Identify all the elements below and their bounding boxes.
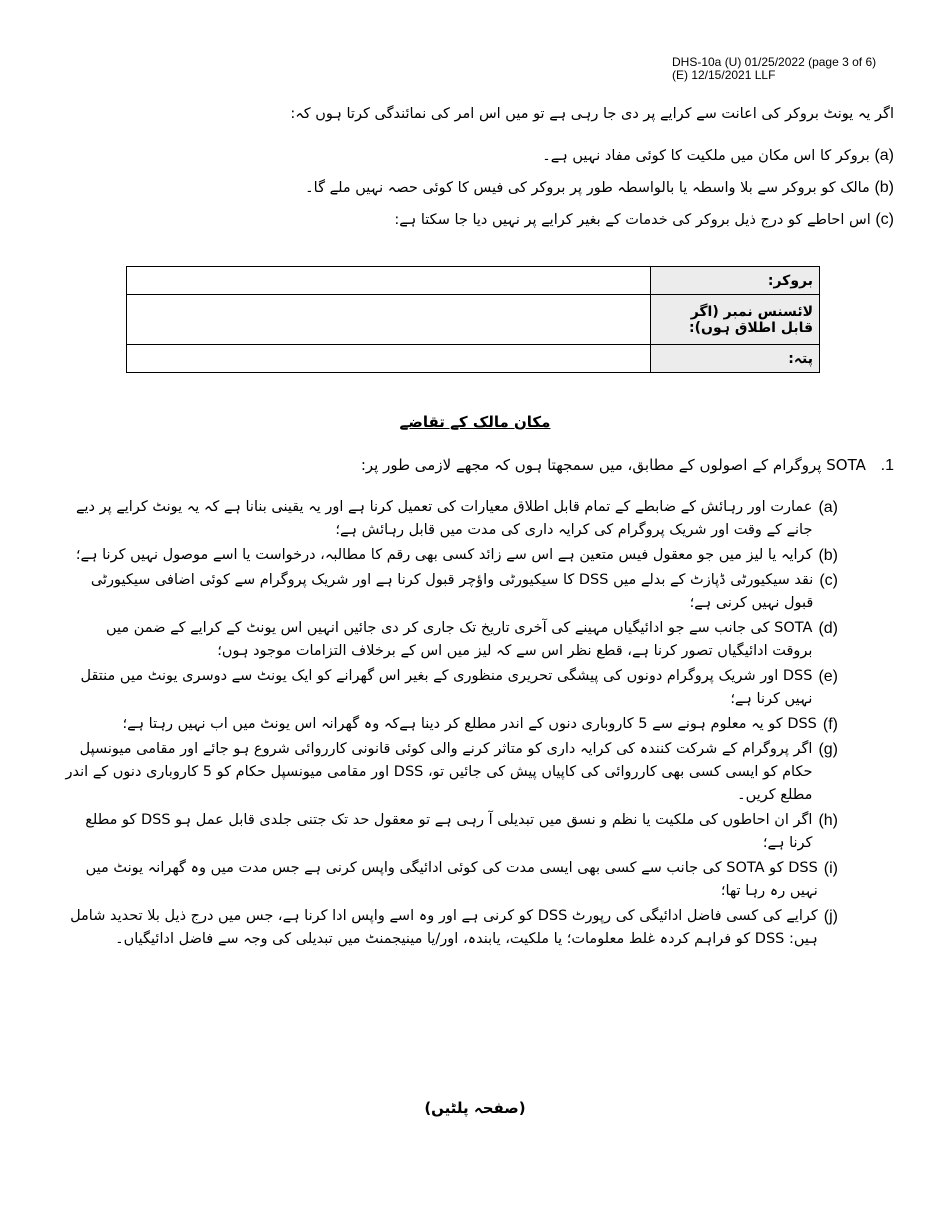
requirement-item-b xyxy=(62,544,838,567)
license-label: لائسنس نمبر (اگر قابل اطلاق ہوں): xyxy=(651,295,820,345)
form-revision: (E) 12/15/2021 LLF xyxy=(672,68,776,82)
intro-item-mark: (a) xyxy=(874,147,894,164)
requirement-item-d xyxy=(62,617,838,663)
requirement-item-i xyxy=(62,857,838,903)
requirement-text: اگر پروگرام کے شرکت کنندہ کی کرایہ داری کو متاثر کرنے والی کوئی قانونی کارروائی شروع ہو جائے اور مقامی میونسپل حکام کو ایسی کسی بھی کارروائی کی کاپیاں پیش کی جائیں تو، DSS اور مقامی میونسپل حکام کو 5 کاروباری دنوں کے اندر مطلع کریں۔ xyxy=(65,741,813,803)
intro-item-text: مالک کو بروکر سے بلا واسطہ یا بالواسطہ طور پر بروکر کی فیس کا کوئی حصہ نہیں ملے گا۔ xyxy=(305,180,870,196)
requirement-text: DSS کو یہ معلوم ہونے سے 5 کاروباری دنوں کے اندر مطلع کر دینا ہےکہ وہ گھرانہ اس یونٹ میں اب نہیں رہتا ہے؛ xyxy=(122,716,817,732)
requirement-text: نقد سیکیورٹی ڈپازٹ کے بدلے میں DSS کا سیکیورٹی واؤچر قبول کرنا ہے اور شریک پروگرام سے کوئی اضافی سیکیورٹی قبول نہیں کرنی ہے؛ xyxy=(90,572,814,611)
requirement-item-e xyxy=(62,665,838,711)
section-lead xyxy=(361,456,894,475)
requirement-mark: (e) xyxy=(818,668,838,685)
license-field[interactable] xyxy=(127,295,651,345)
requirement-item-a xyxy=(62,496,838,542)
requirement-mark: (i) xyxy=(823,860,838,877)
requirement-item-g xyxy=(62,738,838,807)
address-field[interactable] xyxy=(127,345,651,373)
requirement-mark: (h) xyxy=(818,812,838,829)
requirement-item-j xyxy=(62,905,838,951)
intro-item-text: اس احاطے کو درج ذیل بروکر کی خدمات کے بغیر کرایے پر نہیں دیا جا سکتا ہے: xyxy=(394,212,871,228)
address-label: پتہ: xyxy=(651,345,820,373)
requirement-mark: (b) xyxy=(818,547,838,564)
section-title: مکان مالک کے تقاضے xyxy=(399,413,551,431)
intro-item-text: بروکر کا اس مکان میں ملکیت کا کوئی مفاد نہیں ہے۔ xyxy=(542,148,870,164)
requirement-mark: (a) xyxy=(818,499,838,516)
section-number: 1. xyxy=(880,457,894,474)
broker-row xyxy=(127,267,820,295)
requirements-list xyxy=(62,496,838,953)
intro-item-b xyxy=(305,178,894,198)
requirement-item-c xyxy=(62,569,838,615)
requirement-mark: (c) xyxy=(819,572,838,589)
broker-label: بروکر: xyxy=(651,267,820,295)
form-id: DHS-10a (U) 01/25/2022 (page 3 of 6) xyxy=(672,55,877,69)
turn-page-note: (صفحہ پلٹیں) xyxy=(424,1099,526,1117)
requirement-text: اگر ان احاطوں کی ملکیت یا نظم و نسق میں تبدیلی آ رہی ہے تو معقول حد تک جتنی جلدی قابل عمل ہو DSS کو مطلع کرنا ہے؛ xyxy=(85,812,813,851)
intro-item-mark: (c) xyxy=(875,211,894,228)
license-row xyxy=(127,295,820,345)
intro-item-mark: (b) xyxy=(874,179,894,196)
address-row xyxy=(127,345,820,373)
intro-item-c xyxy=(394,210,894,230)
requirement-text: کرایے کی کسی فاضل ادائیگی کی رپورٹ DSS کو کرنی ہے اور وہ اسے واپس ادا کرنا ہے، جس میں درج ذیل بلا تحدید شامل ہیں: DSS کو فراہم کردہ غلط معلومات؛ یا ملکیت، یابندہ، اور/یا مینیجمنٹ میں تبدیلی کی وجہ سے فاضل ادائیگیاں۔ xyxy=(70,908,818,947)
requirement-text: SOTA کی جانب سے جو ادائیگیاں مہینے کی آخری تاریخ تک جاری کر دی جائیں انہیں اس یونٹ کے کرایے کے ضمن میں بروقت ادائیگیاں تصور کرنا ہے، قطع نظر اس سے کہ لیز میں اس کے برخلاف التزامات موجود ہوں؛ xyxy=(105,620,813,659)
broker-table xyxy=(126,266,820,373)
requirement-text: DSS اور شریک پروگرام دونوں کی پیشگی تحریری منظوری کے بغیر اس گھرانے کو ایک یونٹ سے دوسری یونٹ میں منتقل نہیں کرنا ہے؛ xyxy=(80,668,813,707)
form-header xyxy=(672,56,876,82)
requirement-item-f xyxy=(62,713,838,736)
requirement-mark: (f) xyxy=(822,716,838,733)
requirement-mark: (d) xyxy=(818,620,838,637)
requirement-mark: (j) xyxy=(823,908,838,925)
requirement-mark: (g) xyxy=(818,741,838,758)
requirement-text: DSS کو SOTA کی جانب سے کسی بھی ایسی مدت کی کوئی ادائیگی واپس کرنی ہے جس مدت میں وہ گھرانہ یونٹ میں نہیں رہ رہا تھا؛ xyxy=(85,860,818,899)
intro-item-a xyxy=(542,146,894,166)
section-lead-text: SOTA پروگرام کے اصولوں کے مطابق، میں سمجھتا ہوں کہ مجھے لازمی طور پر: xyxy=(360,456,866,474)
requirement-text: کرایہ یا لیز میں جو معقول فیس متعین ہے اس سے زائد کسی بھی رقم کا مطالبہ، درخواست یا اسے موصول نہیں کرنا ہے؛ xyxy=(75,547,813,563)
requirement-item-h xyxy=(62,809,838,855)
broker-field[interactable] xyxy=(127,267,651,295)
requirement-text: عمارت اور رہائش کے ضابطے کے تمام قابل اطلاق معیارات کی تعمیل کرنا ہے اور یہ یقینی بنانا ہے کہ یہ یونٹ کرایے پر دیے جانے کے وقت اور شریک پروگرام کی کرایہ داری کی مدت میں قابل رہائش ہے؛ xyxy=(76,499,813,538)
intro-text: اگر یہ یونٹ بروکر کی اعانت سے کرایے پر دی جا رہی ہے تو میں اس امر کی نمائندگی کرتا ہوں کہ: xyxy=(290,106,894,122)
